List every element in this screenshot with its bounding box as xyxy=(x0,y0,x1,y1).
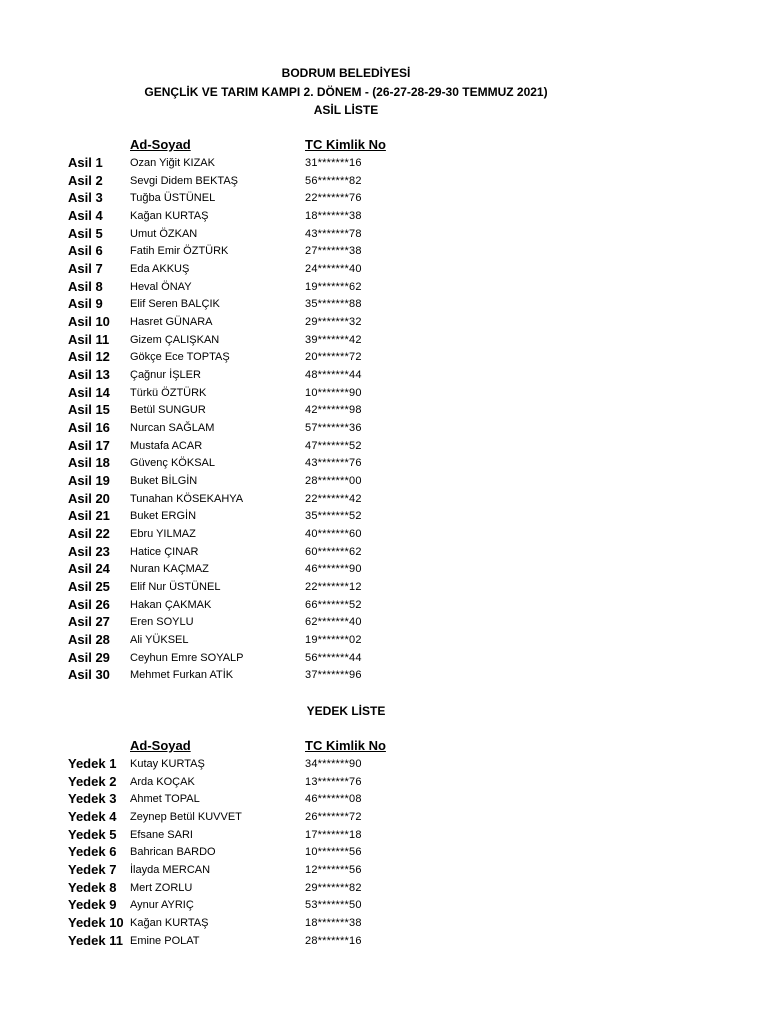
row-label: Asil 18 xyxy=(68,455,110,471)
document-title: BODRUM BELEDİYESİ xyxy=(281,66,411,80)
row-label: Asil 13 xyxy=(68,367,110,383)
row-label: Asil 28 xyxy=(68,632,110,648)
row-label: Yedek 1 xyxy=(68,756,117,771)
person-name: Nurcan SAĞLAM xyxy=(130,422,215,435)
table-row xyxy=(0,401,768,419)
tc-kimlik-no: 46*******90 xyxy=(305,563,362,576)
person-name: Mustafa ACAR xyxy=(130,439,203,452)
table-row xyxy=(0,578,768,596)
person-name: Fatih Emir ÖZTÜRK xyxy=(130,245,229,258)
table-row xyxy=(0,225,768,243)
tc-kimlik-no: 42*******98 xyxy=(305,404,362,417)
person-name: Nuran KAÇMAZ xyxy=(130,563,209,576)
row-label: Yedek 10 xyxy=(68,915,124,931)
table-row xyxy=(0,454,768,472)
tc-kimlik-no: 18*******38 xyxy=(305,917,362,930)
tc-kimlik-no: 10*******90 xyxy=(305,386,362,399)
tc-kimlik-no: 62*******40 xyxy=(305,616,362,629)
tc-kimlik-no: 48*******44 xyxy=(305,369,362,382)
row-label: Yedek 8 xyxy=(68,879,117,895)
row-label: Asil 29 xyxy=(68,649,110,665)
row-label: Yedek 4 xyxy=(68,809,117,825)
row-label: Yedek 3 xyxy=(68,791,117,807)
row-label: Asil 6 xyxy=(68,243,103,259)
person-name: Kağan KURTAŞ xyxy=(130,210,209,223)
person-name: Ahmet TOPAL xyxy=(130,793,200,806)
tc-kimlik-no: 66*******52 xyxy=(305,598,362,611)
row-label: Yedek 9 xyxy=(68,897,117,913)
document-subtitle: GENÇLİK VE TARIM KAMPI 2. DÖNEM - (26-27-28-29-30 TEMMUZ 2021) xyxy=(144,85,548,99)
person-name: Hakan ÇAKMAK xyxy=(130,598,212,611)
row-label: Yedek 2 xyxy=(68,773,117,789)
tc-kimlik-no: 28*******16 xyxy=(305,934,362,947)
person-name: Güvenç KÖKSAL xyxy=(130,457,215,470)
person-name: Sevgi Didem BEKTAŞ xyxy=(130,174,239,187)
person-name: Türkü ÖZTÜRK xyxy=(130,386,207,399)
person-name: Eren SOYLU xyxy=(130,616,194,629)
tc-kimlik-no: 19*******02 xyxy=(305,634,362,647)
tc-kimlik-no: 56*******44 xyxy=(305,651,362,664)
row-label: Yedek 11 xyxy=(68,932,123,948)
table-row xyxy=(0,348,768,366)
tc-kimlik-no: 39*******42 xyxy=(305,333,362,346)
table-row xyxy=(0,260,768,278)
tc-kimlik-no: 57*******36 xyxy=(305,422,362,435)
person-name: Gizem ÇALIŞKAN xyxy=(130,333,220,346)
row-label: Asil 15 xyxy=(68,402,110,418)
row-label: Asil 4 xyxy=(68,208,103,224)
tc-kimlik-no: 13*******76 xyxy=(305,775,362,788)
person-name: Heval ÖNAY xyxy=(130,280,192,293)
row-label: Asil 12 xyxy=(68,349,110,365)
tc-kimlik-no: 60*******62 xyxy=(305,545,362,558)
person-name: Hatice ÇINAR xyxy=(130,545,199,558)
person-name: Umut ÖZKAN xyxy=(130,227,198,240)
table-row xyxy=(0,790,768,808)
table-row xyxy=(0,649,768,667)
tc-kimlik-no: 34*******90 xyxy=(305,758,362,770)
person-name: Buket BİLGİN xyxy=(130,475,198,488)
table-row xyxy=(0,384,768,402)
tc-kimlik-no: 22*******76 xyxy=(305,192,362,205)
person-name: Elif Seren BALÇIK xyxy=(130,298,220,311)
tc-kimlik-no: 10*******56 xyxy=(305,846,362,859)
person-name: Kutay KURTAŞ xyxy=(130,758,205,770)
person-name: Kağan KURTAŞ xyxy=(130,917,209,930)
person-name: Eda AKKUŞ xyxy=(130,263,190,276)
yedek-name-column-header: Ad-Soyad xyxy=(130,738,191,753)
row-label: Asil 22 xyxy=(68,526,110,542)
tc-kimlik-no: 37*******96 xyxy=(305,669,362,682)
tc-kimlik-no: 46*******08 xyxy=(305,793,362,806)
tc-kimlik-no: 27*******38 xyxy=(305,245,362,258)
person-name: Hasret GÜNARA xyxy=(130,316,213,329)
person-name: Arda KOÇAK xyxy=(130,775,195,788)
person-name: Efsane SARI xyxy=(130,828,193,841)
table-row xyxy=(0,543,768,561)
asil-name-column-header: Ad-Soyad xyxy=(130,137,191,152)
table-row xyxy=(0,172,768,190)
tc-kimlik-no: 31*******16 xyxy=(305,157,362,169)
row-label: Asil 16 xyxy=(68,420,110,436)
person-name: Aynur AYRIÇ xyxy=(130,899,194,912)
person-name: Elif Nur ÜSTÜNEL xyxy=(130,581,221,594)
table-row xyxy=(0,560,768,578)
tc-kimlik-no: 24*******40 xyxy=(305,263,362,276)
person-name: Tuğba ÜSTÜNEL xyxy=(130,192,216,205)
table-row xyxy=(0,295,768,313)
person-name: Çağnur İŞLER xyxy=(130,369,201,382)
row-label: Asil 23 xyxy=(68,543,110,559)
row-label: Yedek 6 xyxy=(68,844,117,860)
tc-kimlik-no: 18*******38 xyxy=(305,210,362,223)
row-label: Asil 10 xyxy=(68,314,110,330)
row-label: Asil 27 xyxy=(68,614,110,630)
table-row xyxy=(0,242,768,260)
person-name: Mehmet Furkan ATİK xyxy=(130,669,234,682)
person-name: Zeynep Betül KUVVET xyxy=(130,811,242,824)
row-label: Asil 7 xyxy=(68,261,103,277)
row-label: Asil 2 xyxy=(68,172,103,188)
yedek-list-title: YEDEK LİSTE xyxy=(306,704,386,718)
asil-list xyxy=(0,154,768,684)
yedek-list xyxy=(0,755,768,949)
person-name: Ozan Yiğit KIZAK xyxy=(130,157,215,169)
table-row xyxy=(0,207,768,225)
table-row xyxy=(0,755,768,773)
tc-kimlik-no: 35*******52 xyxy=(305,510,362,523)
person-name: Mert ZORLU xyxy=(130,881,193,894)
person-name: Ebru YILMAZ xyxy=(130,528,196,541)
table-row xyxy=(0,879,768,897)
table-row xyxy=(0,366,768,384)
yedek-tc-column-header: TC Kimlik No xyxy=(305,738,386,753)
table-row xyxy=(0,437,768,455)
table-row xyxy=(0,331,768,349)
row-label: Asil 21 xyxy=(68,508,110,524)
table-row xyxy=(0,861,768,879)
tc-kimlik-no: 22*******12 xyxy=(305,581,362,594)
person-name: Betül SUNGUR xyxy=(130,404,206,417)
person-name: Emine POLAT xyxy=(130,934,200,947)
table-row xyxy=(0,896,768,914)
row-label: Asil 1 xyxy=(68,155,103,170)
table-row xyxy=(0,631,768,649)
row-label: Asil 30 xyxy=(68,667,110,683)
tc-kimlik-no: 17*******18 xyxy=(305,828,362,841)
table-row xyxy=(0,525,768,543)
table-row xyxy=(0,914,768,932)
table-row xyxy=(0,808,768,826)
tc-kimlik-no: 29*******82 xyxy=(305,881,362,894)
person-name: Gökçe Ece TOPTAŞ xyxy=(130,351,230,364)
row-label: Asil 5 xyxy=(68,225,103,241)
tc-kimlik-no: 43*******78 xyxy=(305,227,362,240)
row-label: Asil 3 xyxy=(68,190,103,206)
table-row xyxy=(0,613,768,631)
tc-kimlik-no: 20*******72 xyxy=(305,351,362,364)
tc-kimlik-no: 12*******56 xyxy=(305,864,362,877)
row-label: Yedek 7 xyxy=(68,862,117,878)
table-row xyxy=(0,189,768,207)
row-label: Asil 14 xyxy=(68,384,110,400)
row-label: Yedek 5 xyxy=(68,826,117,842)
row-label: Asil 9 xyxy=(68,296,103,312)
person-name: Buket ERGİN xyxy=(130,510,197,523)
row-label: Asil 11 xyxy=(68,331,110,347)
row-label: Asil 8 xyxy=(68,278,103,294)
person-name: İlayda MERCAN xyxy=(130,864,211,877)
person-name: Tunahan KÖSEKAHYA xyxy=(130,492,244,505)
tc-kimlik-no: 43*******76 xyxy=(305,457,362,470)
row-label: Asil 25 xyxy=(68,579,110,595)
person-name: Ceyhun Emre SOYALP xyxy=(130,651,244,664)
table-row xyxy=(0,596,768,614)
table-row xyxy=(0,419,768,437)
row-label: Asil 19 xyxy=(68,473,110,489)
table-row xyxy=(0,843,768,861)
tc-kimlik-no: 56*******82 xyxy=(305,174,362,187)
asil-tc-column-header: TC Kimlik No xyxy=(305,137,386,152)
tc-kimlik-no: 19*******62 xyxy=(305,280,362,293)
person-name: Bahrican BARDO xyxy=(130,846,216,859)
asil-list-title: ASİL LİSTE xyxy=(313,103,379,117)
table-row xyxy=(0,666,768,684)
tc-kimlik-no: 28*******00 xyxy=(305,475,362,488)
table-row xyxy=(0,932,768,950)
table-row xyxy=(0,154,768,172)
table-row xyxy=(0,490,768,508)
tc-kimlik-no: 35*******88 xyxy=(305,298,362,311)
tc-kimlik-no: 53*******50 xyxy=(305,899,362,912)
table-row xyxy=(0,507,768,525)
table-row xyxy=(0,313,768,331)
row-label: Asil 26 xyxy=(68,596,110,612)
tc-kimlik-no: 29*******32 xyxy=(305,316,362,329)
row-label: Asil 17 xyxy=(68,437,110,453)
person-name: Ali YÜKSEL xyxy=(130,634,189,647)
tc-kimlik-no: 47*******52 xyxy=(305,439,362,452)
tc-kimlik-no: 40*******60 xyxy=(305,528,362,541)
table-row xyxy=(0,773,768,791)
tc-kimlik-no: 26*******72 xyxy=(305,811,362,824)
row-label: Asil 20 xyxy=(68,490,110,506)
row-label: Asil 24 xyxy=(68,561,110,577)
table-row xyxy=(0,826,768,844)
table-row xyxy=(0,278,768,296)
tc-kimlik-no: 22*******42 xyxy=(305,492,362,505)
table-row xyxy=(0,472,768,490)
